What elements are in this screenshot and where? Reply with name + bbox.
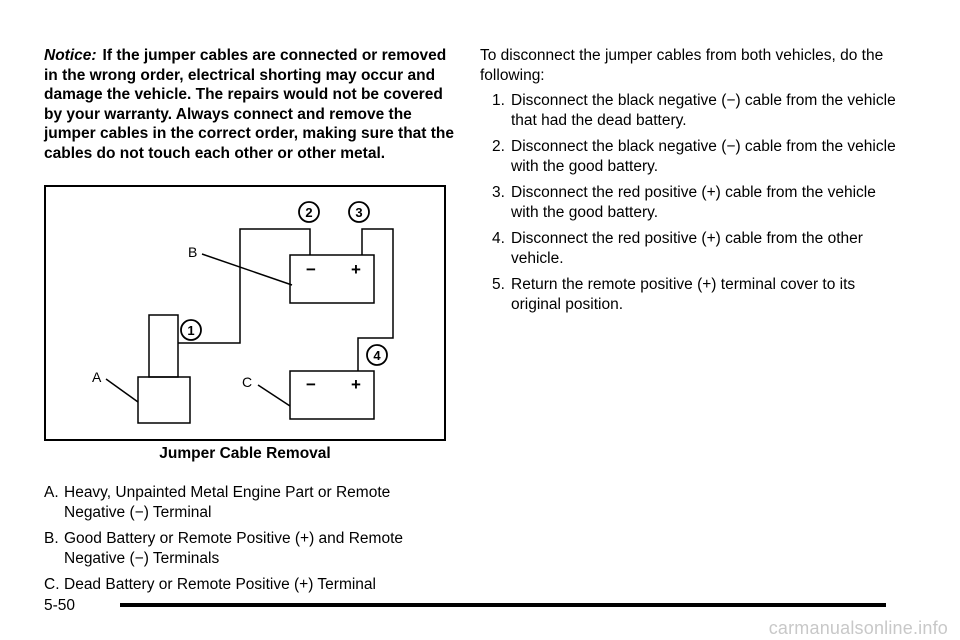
legend-item (44, 529, 454, 568)
callout-3 (349, 202, 369, 222)
callout-1-number: 1 (187, 323, 195, 338)
step-number: 1. (492, 92, 505, 109)
label-a: A (92, 369, 102, 385)
notice-paragraph (44, 46, 454, 163)
step-item (492, 275, 900, 314)
instruction-steps (480, 91, 900, 314)
step-text: Disconnect the red positive (+) cable from the vehicle with the good battery. (511, 184, 876, 221)
good-battery-pos: + (351, 260, 361, 279)
footer-rule (120, 603, 886, 607)
step-number: 2. (492, 138, 505, 155)
step-text: Disconnect the black negative (−) cable from the vehicle that had the dead battery. (511, 92, 896, 129)
step-number: 4. (492, 230, 505, 247)
step-number: 5. (492, 276, 505, 293)
good-battery (290, 255, 374, 303)
step-text: Disconnect the red positive (+) cable from the other vehicle. (511, 230, 863, 267)
legend-item (44, 483, 454, 522)
leader-a (106, 379, 138, 402)
step-item (492, 91, 900, 130)
engine-part-block (138, 377, 190, 423)
jumper-cable-diagram (44, 185, 446, 441)
right-column (480, 46, 900, 321)
legend-text: Good Battery or Remote Positive (+) and Remote Negative (−) Terminals (64, 530, 404, 567)
legend-list (44, 483, 454, 595)
dead-battery-pos: + (351, 375, 361, 394)
callout-4-number: 4 (373, 348, 381, 363)
legend-text: Heavy, Unpainted Metal Engine Part or Remote Negative (−) Terminal (64, 484, 391, 521)
diagram-canvas (46, 187, 444, 439)
figure-caption: Jumper Cable Removal (159, 445, 331, 462)
watermark: carmanualsonline.info (768, 618, 948, 638)
leader-b (202, 254, 292, 285)
notice-text: If the jumper cables are connected or removed in the wrong order, electrical shorting may occur and damage the vehicle. The repairs would not be covered by your warranty. Always connect and remove the jumper cables in the correct order, making sure that the cables do not touch each other or other metal. (44, 47, 455, 162)
left-column (44, 46, 454, 602)
callout-2-number: 2 (305, 205, 313, 220)
dead-battery-neg: − (306, 375, 316, 394)
legend-key: C. (44, 576, 60, 593)
engine-part-post (149, 315, 178, 377)
step-text: Return the remote positive (+) terminal cover to its original position. (511, 276, 856, 313)
callout-2 (299, 202, 319, 222)
step-item (492, 137, 900, 176)
dead-battery (290, 371, 374, 419)
label-b: B (188, 244, 198, 260)
step-text: Disconnect the black negative (−) cable from the vehicle with the good battery. (511, 138, 896, 175)
notice-label: Notice: (44, 47, 97, 64)
legend-key: B. (44, 530, 59, 547)
step-item (492, 183, 900, 222)
leader-c (258, 385, 290, 406)
legend-text: Dead Battery or Remote Positive (+) Terminal (64, 576, 376, 593)
step-item (492, 229, 900, 268)
good-battery-neg: − (306, 260, 316, 279)
callout-3-number: 3 (355, 205, 363, 220)
page-number: 5-50 (44, 597, 76, 614)
step-number: 3. (492, 184, 505, 201)
legend-key: A. (44, 484, 59, 501)
label-c: C (242, 374, 253, 390)
callout-4 (367, 345, 387, 365)
instructions-intro: To disconnect the jumper cables from both vehicles, do the following: (480, 47, 884, 84)
callout-1 (181, 320, 201, 340)
legend-item (44, 575, 454, 595)
